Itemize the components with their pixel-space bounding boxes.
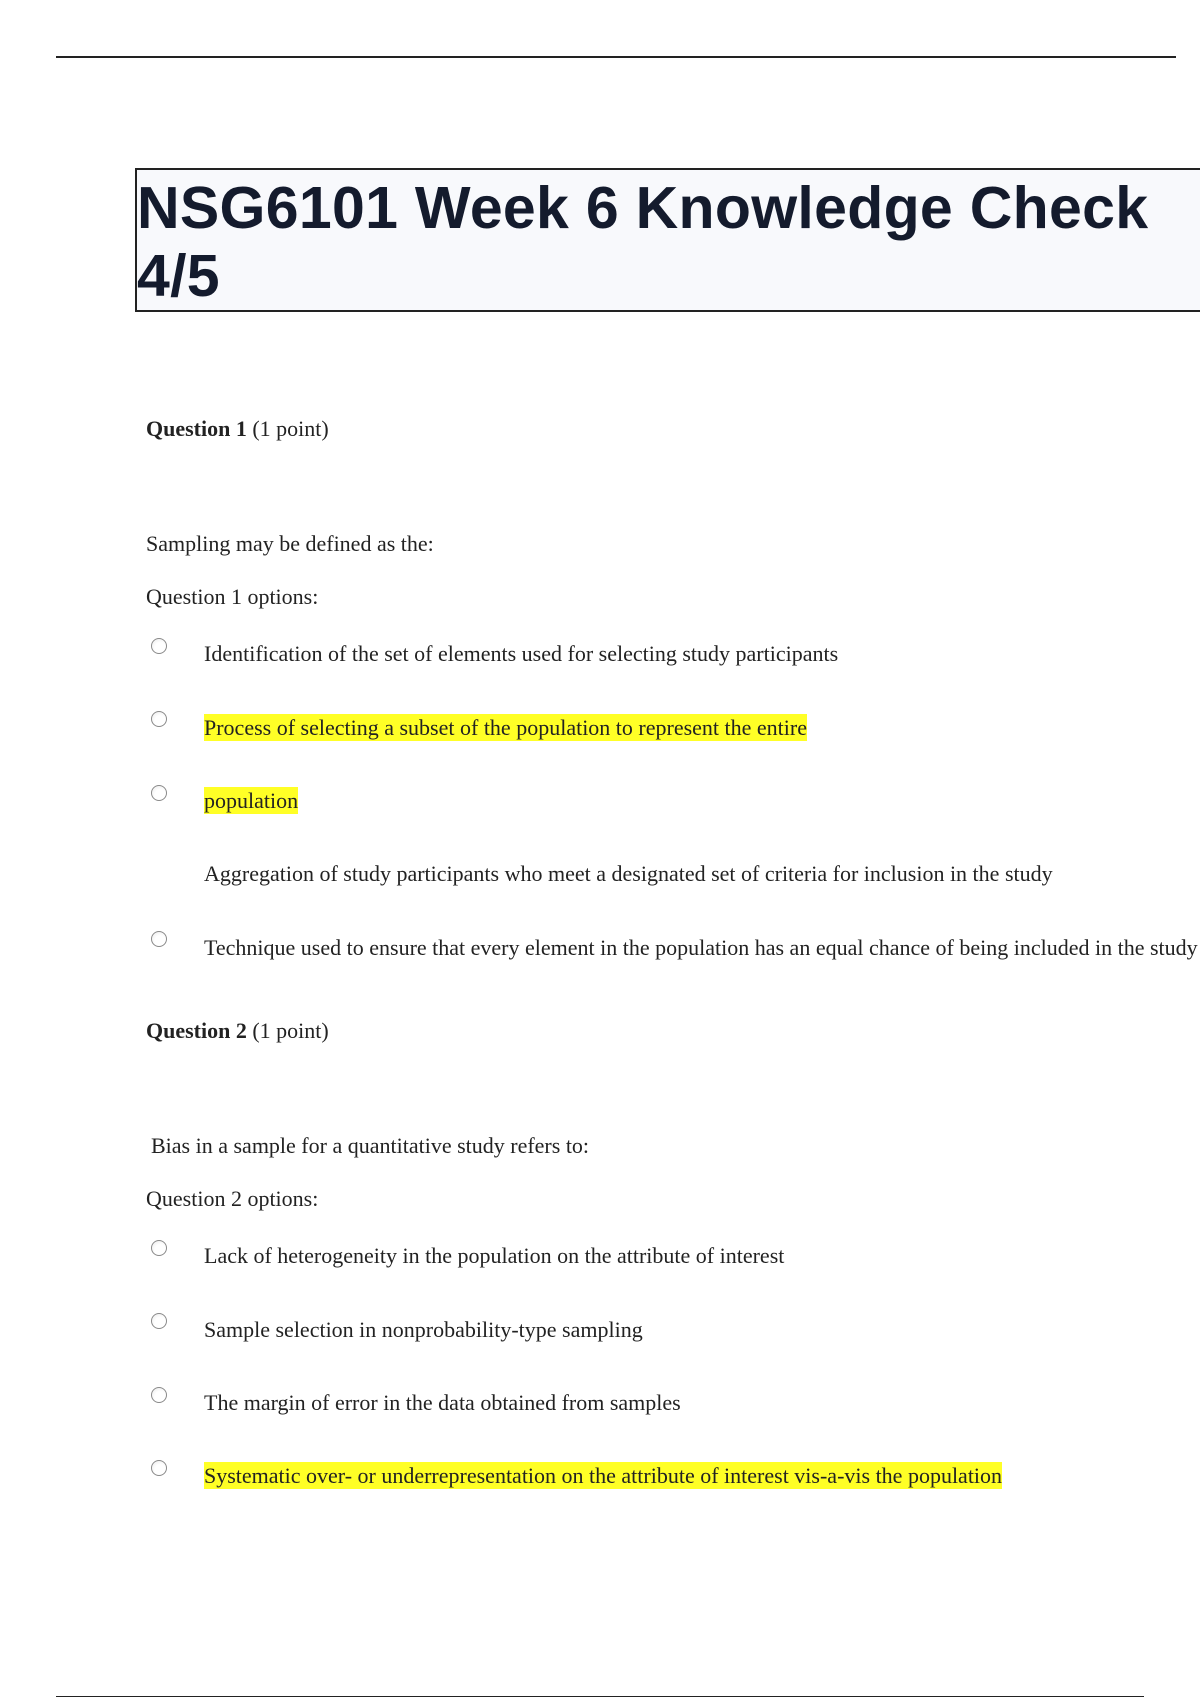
question-2-options-label: Question 2 options: bbox=[146, 1186, 319, 1211]
question-1-heading bbox=[146, 416, 329, 442]
question-2-option-4-radio[interactable] bbox=[151, 1460, 167, 1476]
question-2-option-3[interactable]: The margin of error in the data obtained from samples bbox=[204, 1390, 681, 1415]
question-1-points: (1 point) bbox=[252, 416, 329, 441]
question-2-option-4[interactable] bbox=[204, 1463, 1002, 1489]
question-1-option-2[interactable] bbox=[204, 715, 807, 741]
top-rule bbox=[56, 56, 1176, 58]
question-1-option-4[interactable]: Aggregation of study participants who meet a designated set of criteria for inclusion in the study bbox=[204, 861, 1053, 886]
question-1-option-2-radio[interactable] bbox=[151, 711, 167, 727]
page-title: NSG6101 Week 6 Knowledge Check 4/5 bbox=[137, 175, 1149, 309]
question-1-option-3-radio[interactable] bbox=[151, 785, 167, 801]
question-1-option-1[interactable]: Identification of the set of elements used for selecting study participants bbox=[204, 641, 839, 666]
question-2-option-1[interactable]: Lack of heterogeneity in the population on the attribute of interest bbox=[204, 1243, 785, 1268]
bottom-rule bbox=[56, 1696, 1144, 1697]
question-2-option-1-radio[interactable] bbox=[151, 1240, 167, 1256]
question-1-option-5[interactable]: Technique used to ensure that every element in the population has an equal chance of being included in the study bbox=[204, 935, 1198, 960]
question-2-label: Question 2 bbox=[146, 1018, 247, 1043]
highlighted-answer: population bbox=[204, 788, 299, 813]
highlighted-answer: Process of selecting a subset of the population to represent the entire bbox=[204, 715, 807, 740]
question-2-points: (1 point) bbox=[252, 1018, 329, 1043]
title-box bbox=[135, 168, 1200, 312]
question-1-options-label: Question 1 options: bbox=[146, 584, 319, 609]
question-1-option-1-radio[interactable] bbox=[151, 638, 167, 654]
question-2-option-3-radio[interactable] bbox=[151, 1387, 167, 1403]
question-1-option-5-radio[interactable] bbox=[151, 931, 167, 947]
question-2-option-2[interactable]: Sample selection in nonprobability-type sampling bbox=[204, 1317, 643, 1342]
question-2-option-2-radio[interactable] bbox=[151, 1313, 167, 1329]
question-1-label: Question 1 bbox=[146, 416, 247, 441]
question-2-heading bbox=[146, 1018, 329, 1044]
highlighted-answer: Systematic over- or underrepresentation on the attribute of interest vis-a-vis the population bbox=[204, 1463, 1003, 1488]
question-1-option-3[interactable] bbox=[204, 788, 298, 814]
question-2-prompt: Bias in a sample for a quantitative study refers to: bbox=[151, 1133, 590, 1158]
question-1-prompt: Sampling may be defined as the: bbox=[146, 531, 434, 556]
